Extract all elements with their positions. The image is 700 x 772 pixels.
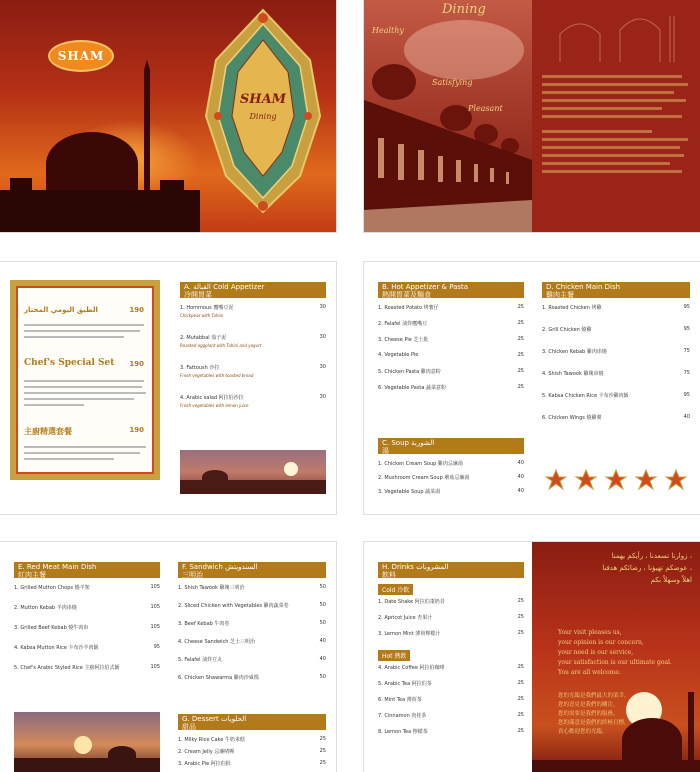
section-g-header: G. Dessert الحلويات 甜品 (178, 714, 326, 730)
list-item: 1. Roasted Potato 烤薯仔 25 (378, 304, 524, 311)
list-item: 2. Falafel 油炸鷹嘴豆 25 (378, 320, 524, 327)
list-item: 3. Vegetable Soup 蔬菜湯 40 (378, 488, 524, 495)
intro-title: Dining (442, 2, 486, 17)
list-item: 1. Date Shake 阿拉伯棗奶昔 25 (378, 598, 524, 605)
list-item: 4. Cheese Sandwich 芝士三明治 40 (178, 638, 326, 645)
intro-page (364, 0, 700, 232)
list-item: 1. Hommous 鷹嘴豆泥 30 Chickpeas with Tahini (180, 304, 326, 318)
list-item: 1. Milky Rice Cake 牛奶米糕 25 (178, 736, 326, 743)
intro-text (540, 0, 696, 232)
sham-logo: SHAM (48, 40, 114, 72)
special-label: Chef's Special Set (24, 358, 115, 368)
intro-word-satisfying: Satisfying (432, 78, 473, 87)
list-item: 2. Mushroom Cream Soup 蘑菇忌廉湯 40 (378, 474, 524, 481)
section-g-items (178, 736, 326, 772)
section-c-header: C. Soup الشوربة 湯 (378, 438, 524, 454)
list-item: 2. Mutton Kebab 羊肉串燒 105 (14, 604, 160, 611)
list-item: 5. Arabic Tea 阿拉伯茶 25 (378, 680, 524, 687)
menu-page-4 (0, 542, 336, 772)
section-h-items-cold (378, 598, 524, 646)
section-d-items (542, 304, 690, 436)
list-item: 6. Chicken Shawarma 雞肉沙威瑪 50 (178, 674, 326, 681)
list-item: 6. Chicken Wings 燒雞翼 40 (542, 414, 690, 421)
list-item: 7. Cinnamon 肉桂茶 25 (378, 712, 524, 719)
box-title: الطبق اليومي المختار (24, 306, 98, 314)
list-item: 2. Mutabbal 茄子泥 30 Roasted eggplant with Tahini and yogurt (180, 334, 326, 348)
special-price: 190 (129, 360, 144, 368)
mosque-photo (364, 0, 532, 232)
list-item: 4. Kabsa Mutton Rice 卡布沙羊肉飯 95 (14, 644, 160, 651)
menu-page-2 (0, 262, 336, 514)
back-ar-2: عوضكم تهيؤنا ، رضائكم هدفنا ، (602, 564, 692, 572)
list-item: 4. Vegetable Pie 25 (378, 352, 524, 358)
back-cn-block: 您的光臨是我們最大的榮幸， 您的意見是我們的關注， 您的需要是我們的服務， 您的滿意是我們的終極目標， 真心歡迎您的光臨。 (558, 693, 630, 735)
section-d-header: D. Chicken Main Dish 雞肉主餐 (542, 282, 690, 298)
drinks-cold-label: Cold 冷飲 (378, 584, 413, 595)
list-item: 6. Mint Tea 薄荷茶 25 (378, 696, 524, 703)
section-a-header: A. القبالة Cold Appetizer 冷開胃菜 (180, 282, 326, 298)
cover-page (0, 0, 336, 232)
list-item: 3. Lemon Mint 薄荷檸檬汁 25 (378, 630, 524, 637)
mosque-silhouette (0, 60, 200, 232)
list-item: 8. Lemon Tea 檸檬茶 25 (378, 728, 524, 735)
list-item: 4. Arabic salad 阿拉伯沙拉 30 Fresh vegetables with lemon juice (180, 394, 326, 408)
section-f-header: F. Sandwich السندويتش 三明治 (178, 562, 326, 578)
frame-subtitle: Dining (249, 112, 277, 121)
list-item: 3. Cheese Pie 芝士批 25 (378, 336, 524, 343)
list-item: 1. Roasted Chicken 烤雞 95 (542, 304, 690, 311)
list-item: 3. Beef Kebab 牛肉卷 50 (178, 620, 326, 627)
section-h-items-hot (378, 664, 524, 744)
section-a-items (180, 304, 326, 424)
section-e-items (14, 584, 160, 684)
list-item: 5. Kabsa Chicken Rice 卡布沙雞肉飯 95 (542, 392, 690, 399)
box-price-1: 190 (129, 306, 144, 314)
list-item: 1. Shish Tawook 雞塊三明治 50 (178, 584, 326, 591)
list-item: 3. Arabic Pie 阿拉伯批 25 (178, 760, 326, 767)
list-item: 4. Shish Tawook 雞塊串燒 75 (542, 370, 690, 377)
list-item: 2. Cream Jelly 忌廉啫喱 25 (178, 748, 326, 755)
list-item: 2. Apricot Juice 杏果汁 25 (378, 614, 524, 621)
section-e-header: E. Red Meat Main Dish 紅肉主餐 (14, 562, 160, 578)
star-ornaments (544, 468, 690, 492)
ornamental-frame (200, 6, 326, 216)
cn-price: 190 (129, 426, 144, 434)
list-item: 4. Arabic Coffee 阿拉伯咖啡 25 (378, 664, 524, 671)
back-ar-3: اهلاً وسهلاً بكم (650, 576, 692, 584)
back-en-block: Your visit pleases us, your opinion is our concern, your need is our service, your satisfaction is our ultimate goal. You are all welcome. (558, 629, 672, 676)
list-item: 1. Chicken Cream Soup 雞肉忌廉湯 40 (378, 460, 524, 467)
intro-word-healthy: Healthy (372, 26, 404, 35)
list-item: 5. Falafel 油炸豆丸 40 (178, 656, 326, 663)
intro-word-pleasant: Pleasant (468, 104, 503, 113)
section-b-header: B. Hot Appetizer & Pasta 熱開胃菜及麵食 (378, 282, 524, 298)
list-item: 3. Grilled Beef Kebab 燒牛肉串 105 (14, 624, 160, 631)
frame-title: SHAM (239, 92, 287, 107)
list-item: 6. Vegetable Pasta 蔬菜意粉 25 (378, 384, 524, 391)
section-c-items (378, 460, 524, 502)
section-f-items (178, 584, 326, 692)
back-ar-1: زوارنا تسعدنا ، رأيكم يهمنا ، (611, 552, 692, 560)
special-box (10, 280, 160, 480)
list-item: 2. Grill Chicken 燒雞 95 (542, 326, 690, 333)
sunset-photo (180, 450, 326, 494)
menu-page-3 (364, 262, 700, 514)
back-cover (532, 542, 700, 772)
section-b-items (378, 304, 524, 400)
cn-label: 主廚精選套餐 (24, 427, 72, 436)
sunset-photo-2 (14, 712, 160, 772)
drinks-hot-label: Hot 熱飲 (378, 650, 410, 661)
list-item: 1. Grilled Mutton Chops 燒羊架 105 (14, 584, 160, 591)
list-item: 3. Fattoush 沙拉 30 Fresh vegetables with toasted bread (180, 364, 326, 378)
list-item: 5. Chicken Pasta 雞肉意粉 25 (378, 368, 524, 375)
mosque-line-art (540, 4, 696, 64)
list-item: 3. Chicken Kebab 雞肉串燒 75 (542, 348, 690, 355)
menu-page-5 (364, 542, 700, 772)
list-item: 5. Chef's Arabic Styled Rice 主廚阿拉伯式飯 105 (14, 664, 160, 671)
list-item: 2. Sliced Chicken with Vegetables 雞肉蔬菜卷 50 (178, 602, 326, 609)
section-h-header: H. Drinks المشروبات 飲料 (378, 562, 524, 578)
